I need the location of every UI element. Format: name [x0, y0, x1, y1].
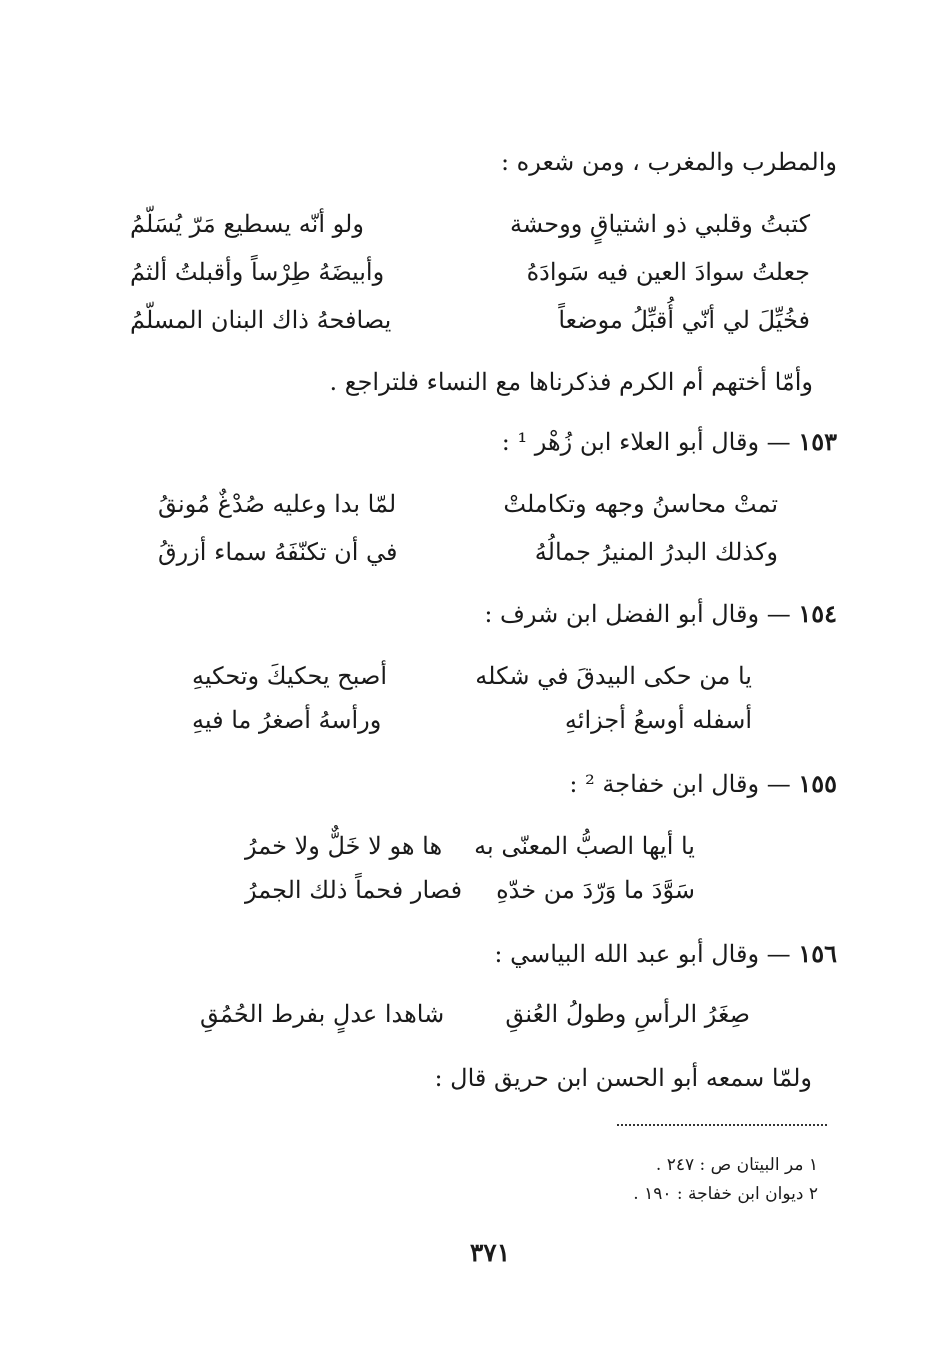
verse-second-hemistich: وأبيضَهُ طِرْساً وأقبلتُ ألثمُ: [130, 258, 385, 286]
verse-line: [130, 260, 810, 284]
entry-text: — وقال أبو عبد الله البياسي :: [494, 940, 791, 968]
entry-number: ١٥٤: [798, 599, 837, 628]
page-number: ٣٧١: [469, 1238, 511, 1267]
verse-line: [245, 878, 695, 902]
footnote-separator: [617, 1124, 827, 1126]
verse-second-hemistich: يصافحهُ ذاك البنان المسلّمُ: [130, 306, 392, 334]
entry-text: — وقال أبو الفضل ابن شرف :: [484, 600, 791, 628]
entry-heading-156: [494, 939, 837, 968]
verse-first-hemistich: يا من حكى البيدقَ في شكله: [475, 662, 752, 690]
verse-line: [130, 212, 810, 236]
verse-second-hemistich: فصار فحماً ذلك الجمرُ: [245, 876, 463, 904]
verse-first-hemistich: تمتْ محاسنُ وجهه وتكاملتْ: [503, 490, 778, 518]
verse-second-hemistich: في أن تكنّفَهُ سماء أزرقُ: [158, 538, 398, 566]
verse-first-hemistich: سَوَّدَ ما وَرّدَ من خدّهِ: [496, 876, 695, 904]
entry-number: ١٥٣: [798, 427, 837, 456]
verse-first-hemistich: أسفله أوسعُ أجزائهِ: [564, 706, 752, 734]
verse-first-hemistich: فخُيِّلَ لي أنّي أُقبِّلُ موضعاً: [558, 306, 810, 334]
verse-line: [158, 492, 778, 516]
entry-number: ١٥٥: [798, 769, 837, 798]
verse-first-hemistich: صِغَرُ الرأسِ وطولُ العُنقِ: [505, 1000, 750, 1028]
verse-first-hemistich: وكذلك البدرُ المنيرُ جمالُهُ: [534, 538, 778, 566]
entry-text: — وقال أبو العلاء ابن زُهْر ¹ :: [501, 428, 791, 456]
verse-second-hemistich: شاهدا عدلٍ بفرط الحُمُقِ: [200, 1000, 445, 1028]
entry-text: — وقال ابن خفاجة ² :: [569, 770, 791, 798]
footnote: ٢ ديوان ابن خفاجة : ١٩٠ .: [633, 1184, 818, 1204]
verse-line: [158, 540, 778, 564]
closing-line: ولمّا سمعه أبو الحسن ابن حريق قال :: [434, 1064, 812, 1092]
verse-first-hemistich: يا أيها الصبُّ المعنّى به: [474, 832, 695, 860]
verse-first-hemistich: كتبتُ وقلبي ذو اشتياقٍ ووحشة: [509, 210, 810, 238]
verse-second-hemistich: أصبح يحكيكَ وتحكيهِ: [192, 662, 388, 690]
intro-line: والمطرب والمغرب ، ومن شعره :: [500, 148, 837, 176]
entry-number: ١٥٦: [798, 939, 837, 968]
verse-line: [200, 1002, 750, 1026]
verse-second-hemistich: لمّا بدا وعليه صُدْغٌ مُونقُ: [158, 490, 397, 518]
verse-first-hemistich: جعلتُ سوادَ العين فيه سَوادَهُ: [526, 258, 810, 286]
footnote: ١ مر البيتان ص : ٢٤٧ .: [655, 1155, 818, 1175]
verse-line: [130, 308, 810, 332]
entry-heading-154: [484, 599, 837, 628]
note-line: وأمّا أختهم أم الكرم فذكرناها مع النساء فلتراجع .: [329, 368, 813, 396]
entry-heading-153: [501, 427, 837, 456]
verse-line: [192, 664, 752, 688]
verse-second-hemistich: ورأسهُ أصغرُ ما فيهِ: [192, 706, 382, 734]
verse-second-hemistich: ولو أنّه يسطيع مَرّ يُسَلّمُ: [130, 210, 364, 238]
verse-line: [192, 708, 752, 732]
entry-heading-155: [569, 769, 837, 798]
verse-line: [245, 834, 695, 858]
verse-second-hemistich: ها هو لا خَلٌّ ولا خمرُ: [245, 832, 443, 860]
